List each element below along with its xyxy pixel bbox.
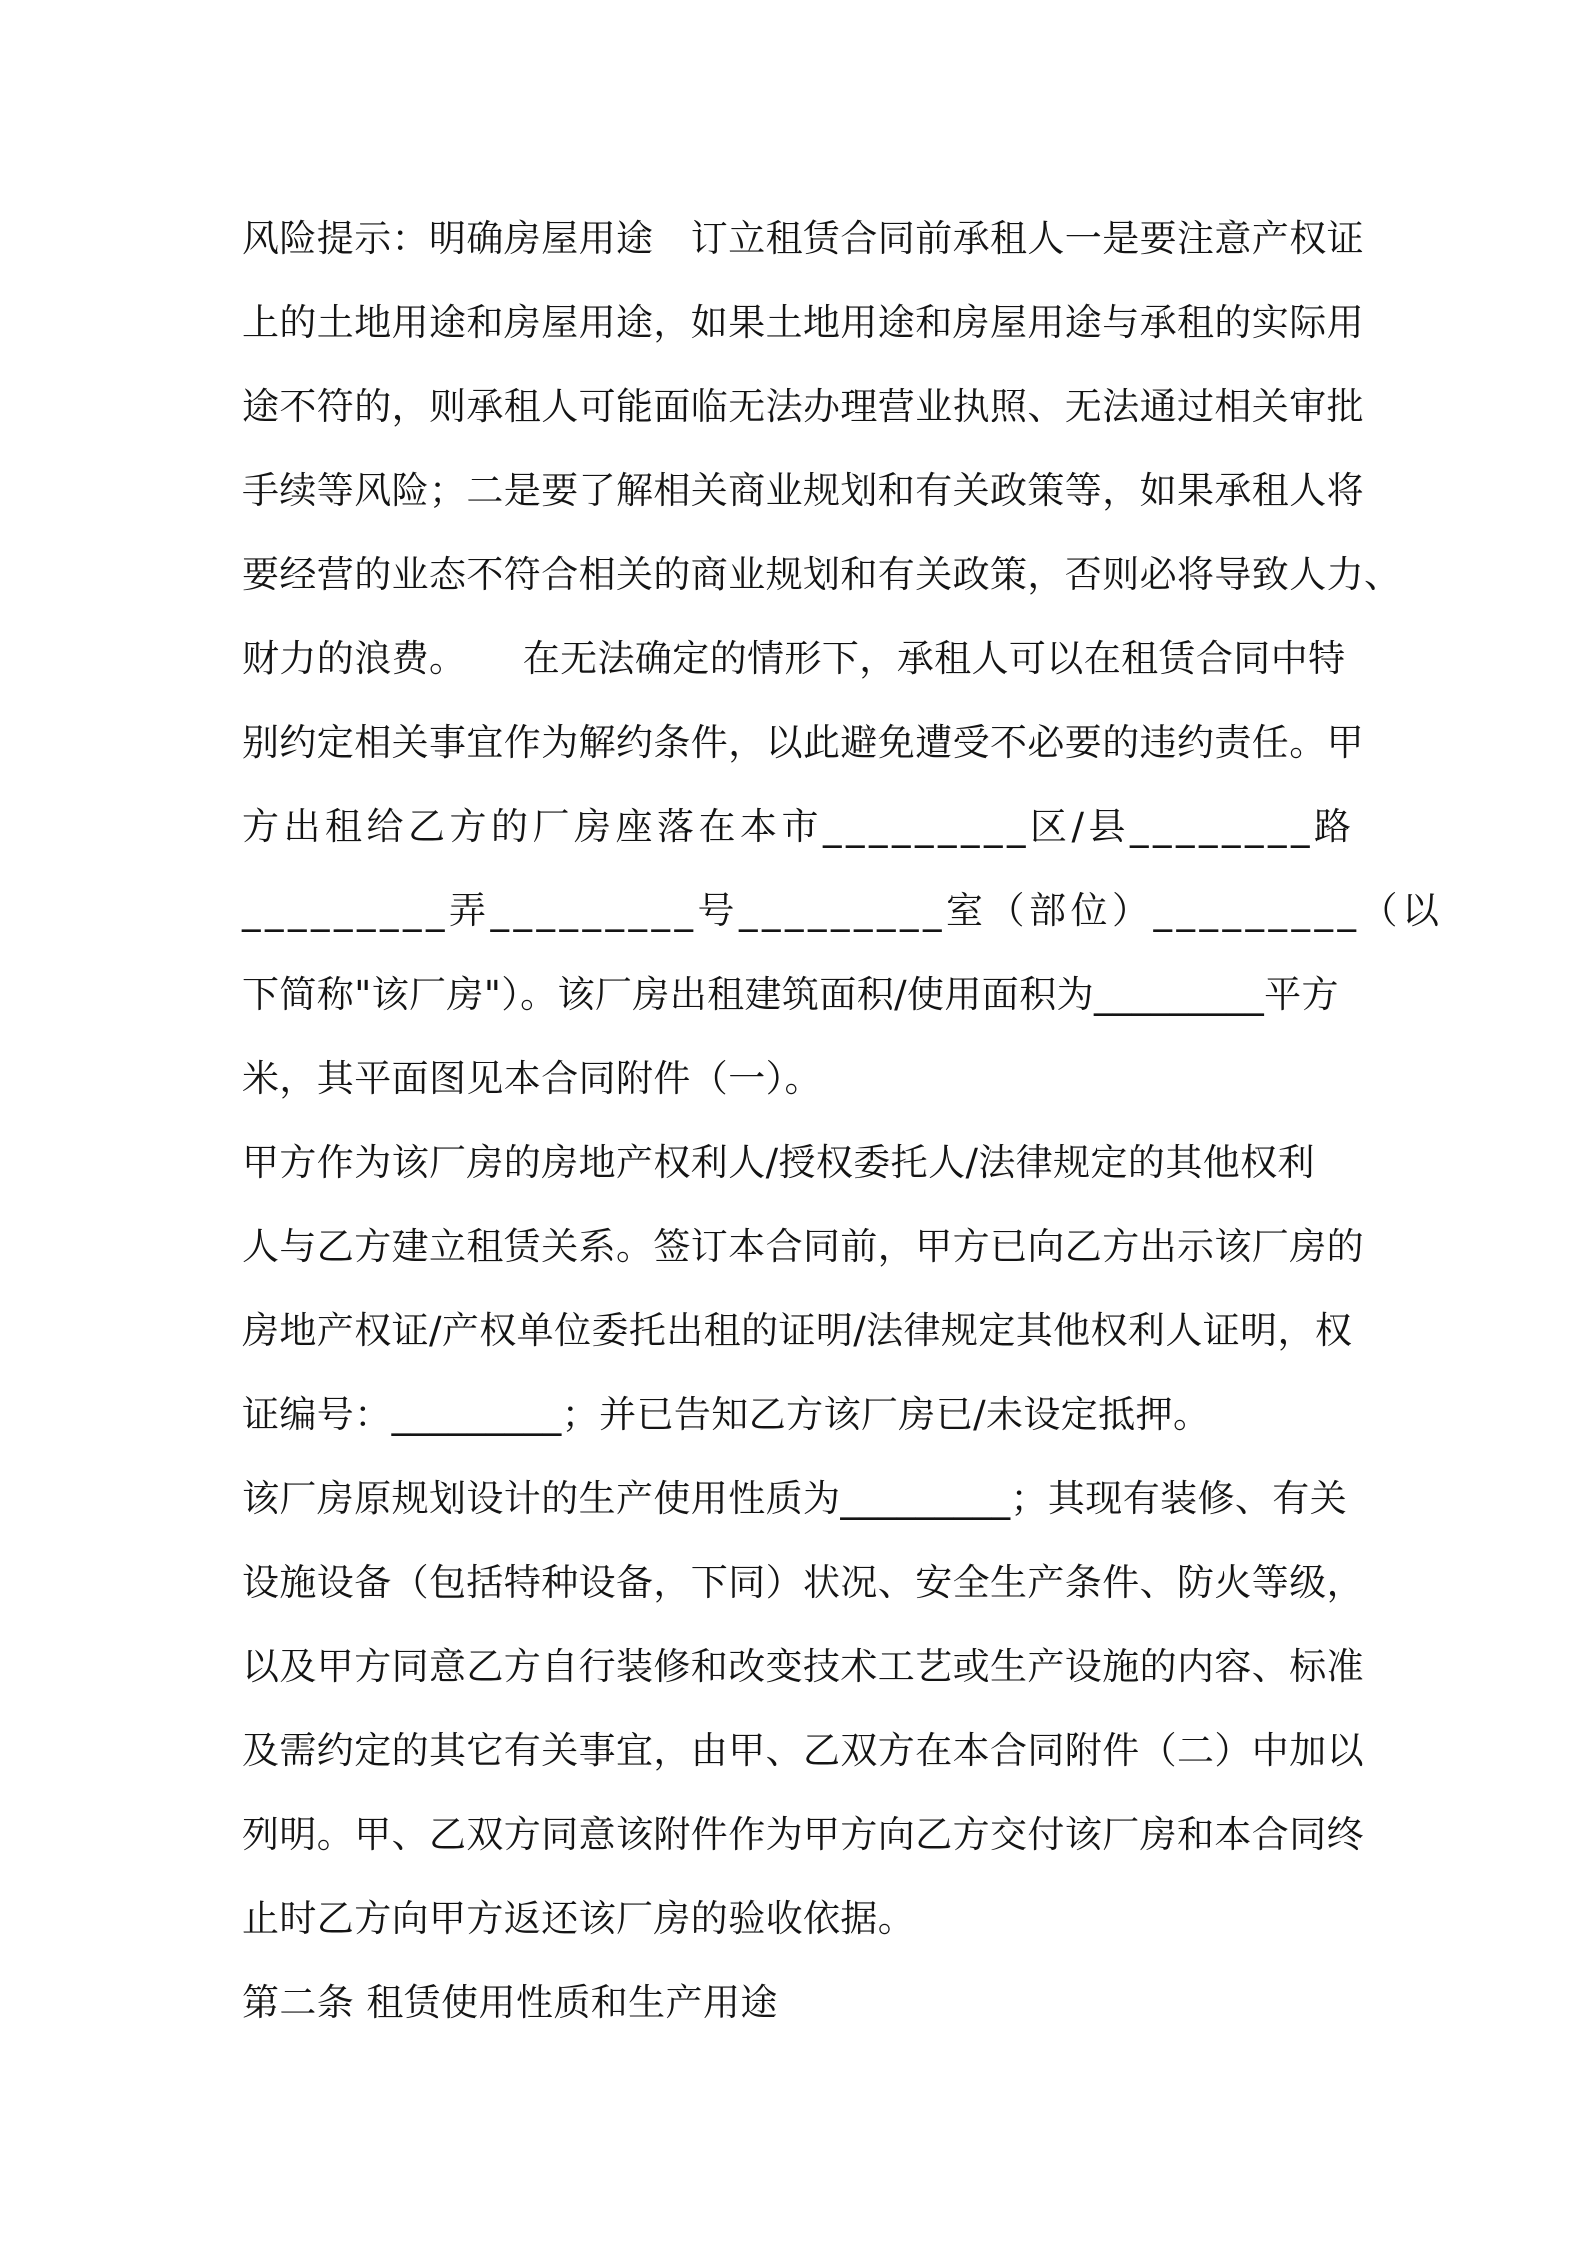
- text-line-9: _________弄_________号_________室（部位）_________（以: [242, 889, 1444, 932]
- text-line-18: 以及甲方同意乙方自行装修和改变技术工艺或生产设施的内容、标准: [242, 1645, 1364, 1688]
- text-line-17: 设施设备（包括特种设备，下同）状况、安全生产条件、防火等级，: [242, 1561, 1364, 1604]
- section-heading: 第二条 租赁使用性质和生产用途: [242, 1981, 778, 2024]
- text-line-11: 米，其平面图见本合同附件（一）。: [242, 1057, 822, 1100]
- text-line-19: 及需约定的其它有关事宜，由甲、乙双方在本合同附件（二）中加以: [242, 1729, 1364, 1772]
- text-line-13: 人与乙方建立租赁关系。签订本合同前，甲方已向乙方出示该厂房的: [242, 1225, 1364, 1268]
- text-line-14: 房地产权证/产权单位委托出租的证明/法律规定其他权利人证明，权: [242, 1309, 1353, 1352]
- document-body: [242, 197, 1444, 2045]
- text-line-20: 列明。甲、乙双方同意该附件作为甲方向乙方交付该厂房和本合同终: [242, 1813, 1364, 1856]
- text-line-12: 甲方作为该厂房的房地产权利人/授权委托人/法律规定的其他权利: [242, 1141, 1315, 1184]
- text-line-21: 止时乙方向甲方返还该厂房的验收依据。: [242, 1897, 916, 1940]
- text-line-4: 手续等风险；二是要了解相关商业规划和有关政策等，如果承租人将: [242, 469, 1364, 512]
- text-line-5: 要经营的业态不符合相关的商业规划和有关政策，否则必将导致人力、: [242, 553, 1402, 596]
- text-line-6: 财力的浪费。 在无法确定的情形下，承租人可以在租赁合同中特: [242, 637, 1346, 680]
- text-line-8: 方出租给乙方的厂房座落在本市_________区/县________路: [242, 805, 1356, 848]
- text-line-10: 下简称"该厂房"）。该厂房出租建筑面积/使用面积为_________平方: [242, 973, 1339, 1016]
- text-line-3: 途不符的，则承租人可能面临无法办理营业执照、无法通过相关审批: [242, 385, 1364, 428]
- text-line-15: 证编号：_________；并已告知乙方该厂房已/未设定抵押。: [242, 1393, 1211, 1436]
- text-line-1: 风险提示：明确房屋用途 订立租赁合同前承租人一是要注意产权证: [242, 217, 1364, 260]
- text-line-7: 别约定相关事宜作为解约条件，以此避免遭受不必要的违约责任。甲: [242, 721, 1364, 764]
- text-line-2: 上的土地用途和房屋用途，如果土地用途和房屋用途与承租的实际用: [242, 301, 1364, 344]
- text-line-16: 该厂房原规划设计的生产使用性质为_________；其现有装修、有关: [242, 1477, 1348, 1520]
